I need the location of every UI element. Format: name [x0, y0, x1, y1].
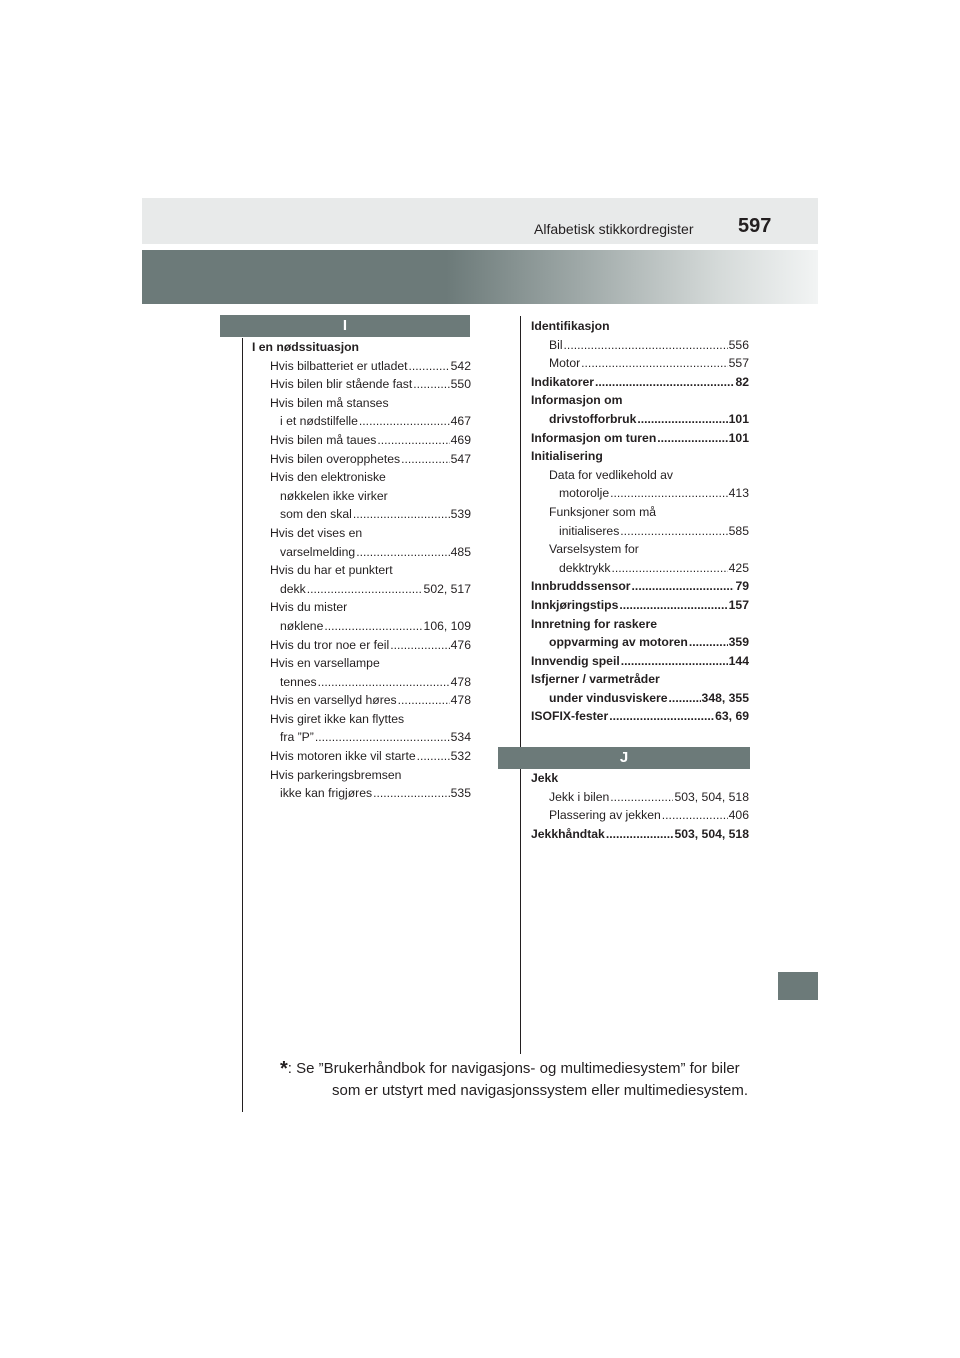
index-entry	[252, 431, 471, 450]
index-subheading: Hvis en varsellampe	[270, 656, 380, 671]
index-entry	[531, 788, 749, 807]
page-reference: 101	[728, 411, 749, 426]
dot-leader	[401, 450, 450, 469]
page-reference: 478	[450, 674, 471, 689]
index-term: Plassering av jekken	[549, 808, 661, 823]
index-subheading: nøkkelen ikke virker	[280, 488, 388, 503]
dot-leader	[318, 673, 450, 692]
dot-leader	[620, 522, 727, 541]
page-reference: 359	[728, 635, 749, 650]
section-header-j: J	[498, 747, 750, 769]
dot-leader	[610, 788, 673, 807]
index-term: Informasjon om turen	[531, 430, 657, 445]
index-term: tennes	[280, 674, 317, 689]
index-subheading: Hvis du har et punktert	[270, 563, 393, 578]
index-heading: Initialisering	[531, 449, 603, 464]
index-entry	[531, 652, 749, 671]
index-heading: I en nødssituasjon	[252, 340, 359, 354]
chapter-banner	[142, 250, 818, 304]
page-reference: 425	[728, 560, 749, 575]
page-reference: 503, 504, 518	[674, 789, 749, 804]
index-heading: Jekk	[531, 771, 559, 785]
index-entry	[531, 373, 749, 392]
index-entry	[531, 689, 749, 708]
page-reference: 539	[450, 507, 471, 522]
index-subheading: Hvis det vises en	[270, 525, 363, 540]
index-entry	[252, 673, 471, 692]
page-reference: 485	[450, 544, 471, 559]
dot-leader	[632, 577, 735, 596]
index-term: Innbruddssensor	[531, 579, 631, 594]
index-subheading: Hvis bilen må stanses	[270, 395, 389, 410]
index-term: Hvis du tror noe er feil	[270, 637, 390, 652]
dot-leader	[669, 689, 701, 708]
index-term: drivstofforbruk	[549, 411, 637, 426]
page-reference: 478	[450, 693, 471, 708]
page-reference: 63, 69	[715, 709, 749, 724]
dot-leader	[689, 633, 728, 652]
index-entry	[531, 596, 749, 615]
page-reference: 144	[728, 653, 749, 668]
page-number: 597	[738, 215, 772, 237]
index-term: ikke kan frigjøres	[280, 786, 373, 801]
index-entry	[531, 354, 749, 373]
index-term: oppvarming av motoren	[549, 635, 688, 650]
index-entry	[531, 707, 749, 726]
index-term: i et nødstilfelle	[280, 414, 358, 429]
index-subheading: Varselsystem for	[549, 542, 639, 557]
page-reference: 467	[450, 414, 471, 429]
index-entry	[531, 429, 749, 448]
index-term: Indikatorer	[531, 374, 594, 389]
index-entry	[531, 806, 749, 825]
index-term: Hvis bilbatteriet er utladet	[270, 358, 408, 373]
index-term: fra ”P”	[280, 730, 314, 745]
page-reference: 469	[450, 432, 471, 447]
footnote-line-1: : Se ”Brukerhåndbok for navigasjons- og multimediesystem” for biler	[287, 1060, 740, 1077]
page-reference: 157	[728, 597, 749, 612]
dot-leader	[595, 373, 734, 392]
page-reference: 535	[450, 786, 471, 801]
page-reference: 476	[450, 637, 471, 652]
index-entry	[252, 636, 471, 655]
page-reference: 550	[450, 377, 471, 392]
index-heading: Informasjon om	[531, 393, 623, 408]
index-term: Jekkhåndtak	[531, 826, 605, 841]
index-term: Innkjøringstips	[531, 597, 619, 612]
dot-leader	[606, 825, 674, 844]
index-term: Innvendig speil	[531, 653, 620, 668]
index-column-right-i	[531, 317, 749, 726]
dot-leader	[324, 617, 422, 636]
index-subheading: Hvis parkeringsbremsen	[270, 767, 402, 782]
dot-leader	[413, 375, 449, 394]
index-entry	[252, 691, 471, 710]
footnote-asterisk: *	[280, 1058, 288, 1080]
running-header-title: Alfabetisk stikkordregister	[534, 221, 694, 237]
index-term: dekktrykk	[559, 560, 611, 575]
page-reference: 532	[450, 749, 471, 764]
index-column-right-j	[531, 769, 749, 843]
header-band	[142, 198, 818, 244]
index-entry	[531, 633, 749, 652]
column-divider	[520, 316, 521, 1054]
page-reference: 413	[728, 486, 749, 501]
left-rule	[242, 338, 243, 1112]
dot-leader	[417, 747, 450, 766]
page-reference: 557	[728, 356, 749, 371]
index-entry	[252, 450, 471, 469]
index-term: motorolje	[559, 486, 610, 501]
dot-leader	[637, 410, 727, 429]
index-entry	[252, 543, 471, 562]
index-entry	[531, 336, 749, 355]
dot-leader	[609, 707, 714, 726]
index-entry	[252, 784, 471, 803]
page-reference: 101	[728, 430, 749, 445]
dot-leader	[373, 784, 450, 803]
page-reference: 82	[735, 374, 749, 389]
index-term: Hvis en varsellyd høres	[270, 693, 397, 708]
page-reference: 547	[450, 451, 471, 466]
index-term: som den skal	[280, 507, 352, 522]
index-heading: Identifikasjon	[531, 319, 610, 333]
index-term: Hvis bilen overopphetes	[270, 451, 401, 466]
index-entry	[531, 559, 749, 578]
dot-leader	[581, 354, 728, 373]
index-term: Motor	[549, 356, 581, 371]
index-entry	[252, 747, 471, 766]
index-subheading: Hvis den elektroniske	[270, 470, 386, 485]
page-reference: 503, 504, 518	[674, 826, 749, 841]
index-entry	[531, 410, 749, 429]
dot-leader	[564, 336, 728, 355]
dot-leader	[390, 636, 449, 655]
dot-leader	[353, 505, 450, 524]
page-reference: 79	[735, 579, 749, 594]
index-term: dekk	[280, 581, 306, 596]
index-term: Jekk i bilen	[549, 789, 610, 804]
page-reference: 106, 109	[423, 618, 471, 633]
index-heading: Innretning for raskere	[531, 616, 657, 631]
dot-leader	[610, 484, 728, 503]
page-reference: 348, 355	[701, 690, 749, 705]
index-term: Hvis bilen må taues	[270, 432, 377, 447]
index-column-left	[252, 338, 471, 803]
page-reference: 502, 517	[423, 581, 471, 596]
page-reference: 406	[728, 808, 749, 823]
index-term: ISOFIX-fester	[531, 709, 609, 724]
index-entry	[252, 357, 471, 376]
page-reference: 542	[450, 358, 471, 373]
index-entry	[252, 728, 471, 747]
index-heading: Isfjerner / varmetråder	[531, 672, 660, 687]
index-term: nøklene	[280, 618, 324, 633]
index-subheading: Hvis du mister	[270, 600, 348, 615]
index-term: Hvis motoren ikke vil starte	[270, 749, 416, 764]
index-term: under vindusviskere	[549, 690, 668, 705]
index-subheading: Data for vedlikehold av	[549, 467, 673, 482]
page-reference: 556	[728, 337, 749, 352]
index-entry	[531, 522, 749, 541]
dot-leader	[657, 429, 727, 448]
index-term: varselmelding	[280, 544, 356, 559]
index-term: initialiseres	[559, 523, 620, 538]
index-entry	[252, 412, 471, 431]
index-subheading: Hvis giret ikke kan flyttes	[270, 711, 405, 726]
section-header-i: I	[220, 315, 470, 337]
dot-leader	[409, 357, 450, 376]
index-term: Hvis bilen blir stående fast	[270, 377, 413, 392]
dot-leader	[356, 543, 449, 562]
page-reference: 534	[450, 730, 471, 745]
page-reference: 585	[728, 523, 749, 538]
index-entry	[531, 825, 749, 844]
index-entry	[252, 505, 471, 524]
dot-leader	[377, 431, 449, 450]
dot-leader	[621, 652, 728, 671]
dot-leader	[315, 728, 450, 747]
index-entry	[531, 484, 749, 503]
dot-leader	[307, 580, 423, 599]
footnote-line-2: som er utstyrt med navigasjonssystem eller multimediesystem.	[332, 1082, 748, 1099]
index-entry	[531, 577, 749, 596]
index-term: Bil	[549, 337, 563, 352]
footnote	[280, 1058, 748, 1102]
index-entry	[252, 375, 471, 394]
index-entry	[252, 580, 471, 599]
dot-leader	[662, 806, 728, 825]
chapter-side-tab	[778, 972, 818, 1000]
dot-leader	[619, 596, 727, 615]
dot-leader	[611, 559, 727, 578]
dot-leader	[359, 412, 450, 431]
dot-leader	[398, 691, 450, 710]
index-entry	[252, 617, 471, 636]
index-subheading: Funksjoner som må	[549, 504, 657, 519]
